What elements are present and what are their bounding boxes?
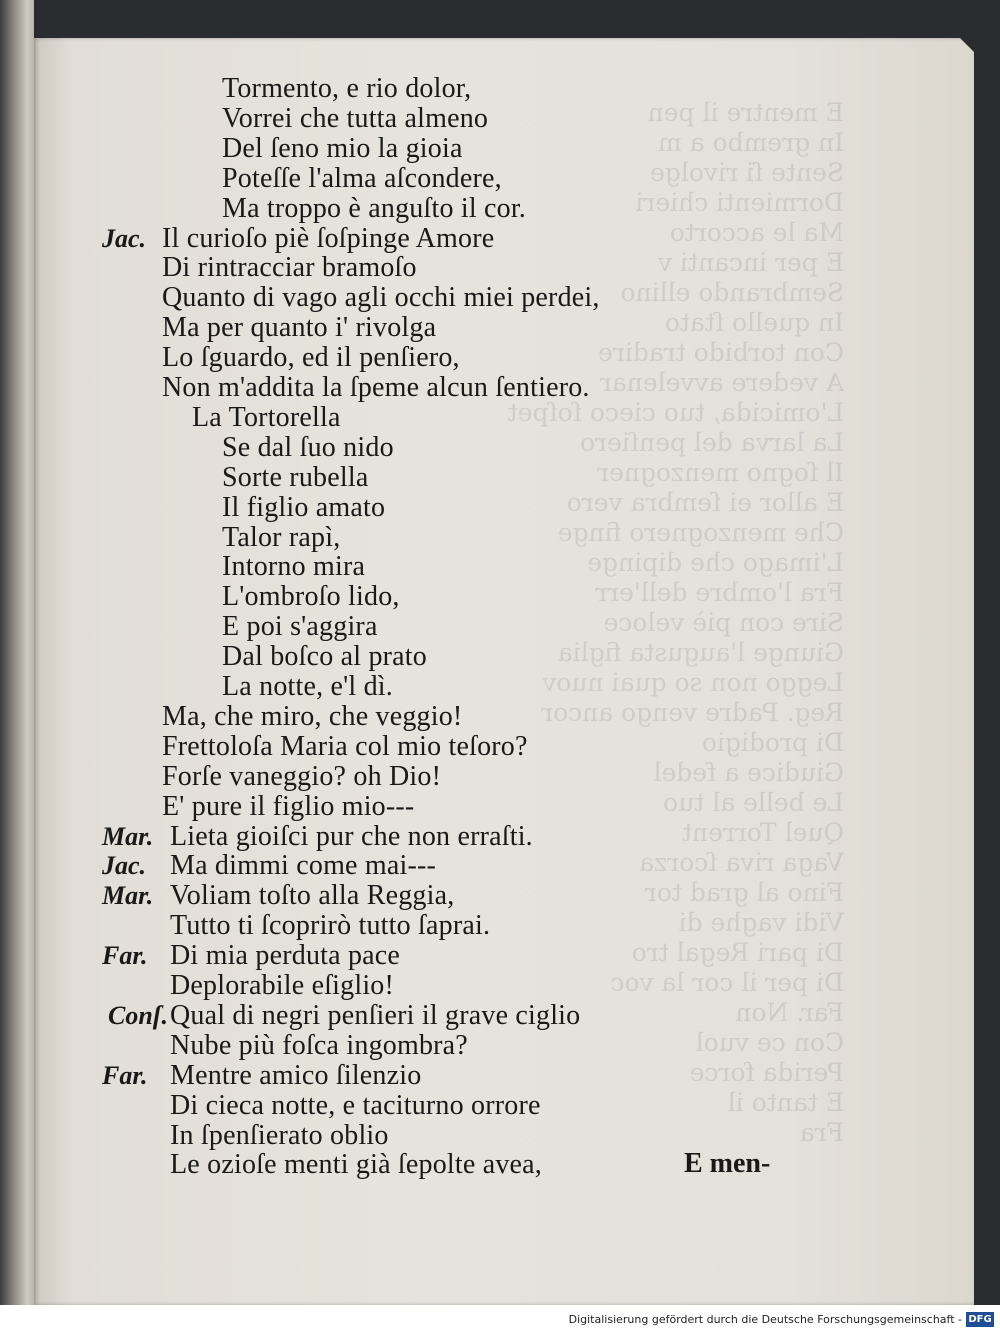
verse-line: Mentre amico ſilenzio	[170, 1059, 422, 1091]
verse-line: Poteſſe l'alma aſcondere,	[222, 162, 502, 194]
verse-line: Vorrei che tutta almeno	[222, 102, 489, 134]
verse-line: Di cieca notte, e taciturno orrore	[170, 1089, 541, 1121]
verse-line: Intorno mira	[222, 551, 366, 583]
verse-line: L'ombroſo lido,	[222, 581, 400, 613]
verse-line: Deplorabile eſiglio!	[170, 970, 395, 1001]
speaker-label: Jac.	[102, 223, 147, 253]
verse-line: Ma dimmi come mai---	[170, 850, 437, 882]
footer-bar	[0, 1305, 1000, 1334]
speaker-label: Mar.	[102, 881, 154, 911]
verse-line: Non m'addita la ſpeme alcun ſentiero.	[162, 372, 590, 403]
verse-line: Di rintracciar bramoſo	[162, 252, 417, 284]
speaker-label: Jac.	[102, 851, 147, 881]
verse-line: Qual di negri penſieri il grave ciglio	[170, 999, 581, 1031]
book-page	[34, 38, 974, 1305]
verse-line: Di mia perduta pace	[170, 940, 401, 972]
verse-line: La notte, e'l dì.	[222, 671, 393, 702]
verse-line: Il figlio amato	[222, 491, 386, 523]
verse-line: Frettoloſa Maria col mio teſoro?	[162, 730, 528, 762]
verse-line: Ma per quanto i' rivolga	[162, 312, 437, 344]
book-gutter	[0, 0, 34, 1305]
verse-line: Quanto di vago agli occhi miei perdei,	[162, 282, 600, 314]
verse-line: Del ſeno mio la gioia	[222, 132, 463, 164]
speaker-label: Far.	[102, 941, 148, 971]
verse-line: Il curioſo piè ſoſpinge Amore	[162, 222, 495, 254]
verse-line: Ma, che miro, che veggio!	[162, 700, 463, 732]
verse-line: La Tortorella	[192, 401, 341, 433]
verse-line: Sorte rubella	[222, 461, 369, 493]
verse-line: Tormento, e rio dolor,	[222, 73, 472, 104]
verse-line: Nube più foſca ingombra?	[170, 1029, 468, 1061]
verse-line: Talor rapì,	[222, 521, 341, 553]
verse-line: E poi s'aggira	[222, 611, 378, 643]
catchword: E men-	[684, 1148, 771, 1179]
verse-line: Forſe vaneggio? oh Dio!	[162, 760, 442, 792]
bleed-through-text: E mentre il pen In grembo a m Sente ſi rivolge Dormienti chieri Ma le accorto E per incanti v Sembrando ellino In quello ſtato Con torbido tradire A vedere avvelenar L'omicida, tuo cieco ſoſpet La larva del penſiero Il ſogno menzogner E allor ei ſembra vero Che menzognero finge L'imago che dipinge Fra l'ombre dell'err Sire con piè veloce Giunge l'augusta figlia Leggo non so quai nuov Reg. Padre vengo ancor Di prodigio Giudice a fedel Le belle al tuo Quel Torrent Vaga riva ſcorza Fino al grad tor Vidi vaghe di Di pari Regal tro Di per il cor la voc Far. Non Con ce vuol Perida force E tanto il Fra	[507, 98, 844, 1147]
page-corner	[960, 38, 974, 52]
speaker-label: Mar.	[102, 821, 154, 851]
dfg-logo: DFG	[966, 1312, 994, 1327]
verse-line: Voliam toſto alla Reggia,	[170, 880, 455, 912]
verse-line: Se dal ſuo nido	[222, 431, 394, 463]
verse-line: Lieta gioiſci pur che non erraſti.	[170, 820, 533, 852]
verse-line: In ſpenſierato oblio	[170, 1119, 389, 1151]
speaker-label: Far.	[102, 1060, 148, 1090]
speaker-label: Conſ.	[108, 1000, 168, 1030]
funding-notice: Digitalisierung gefördert durch die Deutsche Forschungsgemeinschaft -	[568, 1313, 962, 1326]
verse-line: Ma troppo è anguſto il cor.	[222, 192, 527, 224]
verse-line: Dal boſco al prato	[222, 641, 427, 673]
verse-line: Le ozioſe menti già ſepolte avea,	[170, 1149, 542, 1181]
verse-line: Tutto ti ſcoprirò tutto ſaprai.	[170, 910, 491, 942]
verse-line: Lo ſguardo, ed il penſiero,	[162, 342, 460, 374]
verse-line: E' pure il figlio mio---	[162, 790, 415, 822]
